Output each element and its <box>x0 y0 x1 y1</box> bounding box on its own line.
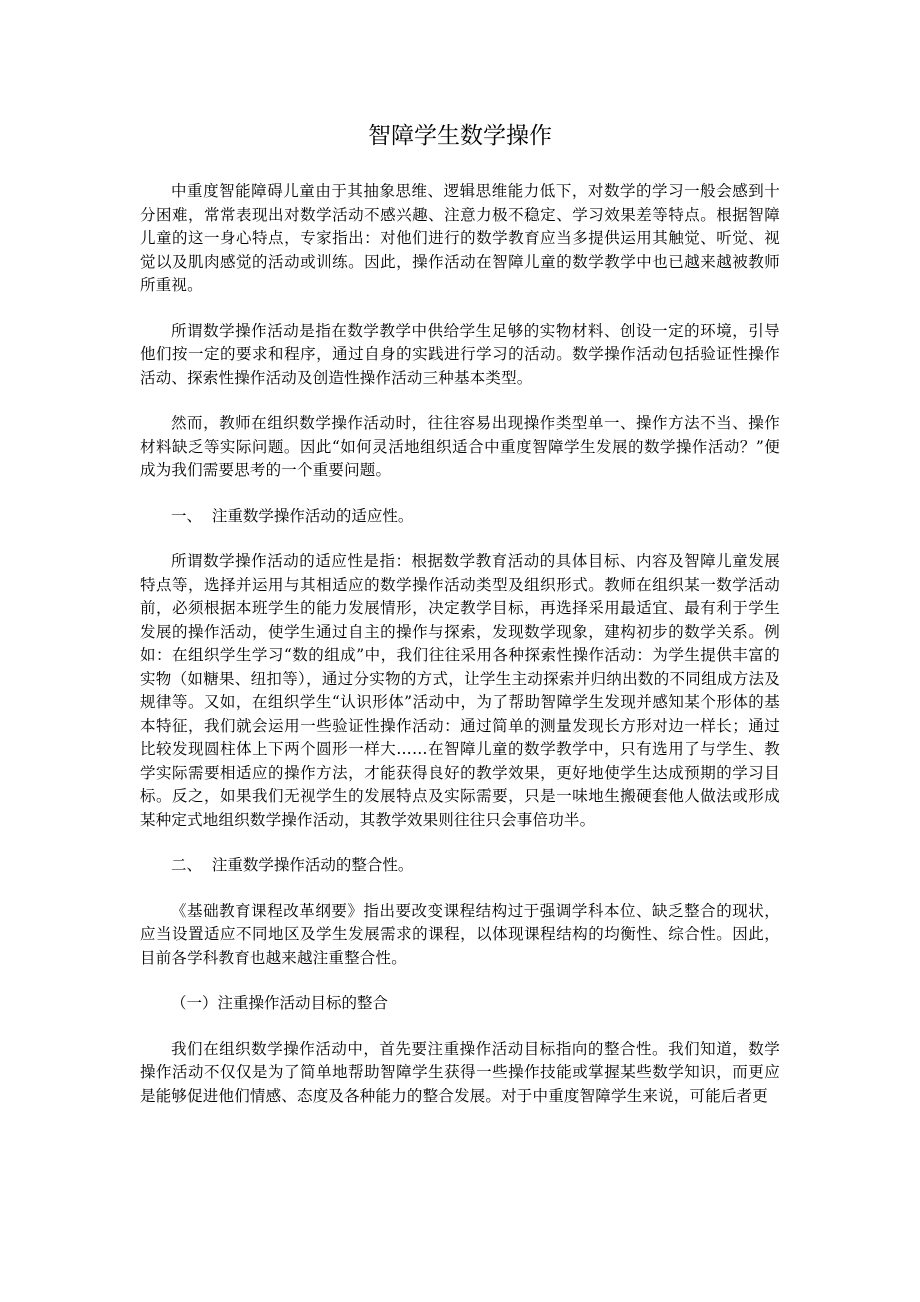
paragraph-5: 《基础教育课程改革纲要》指出要改变课程结构过于强调学科本位、缺乏整合的现状，应当设置适应不同地区及学生发展需求的课程，以体现课程结构的均衡性、综合性。因此，目前各学科教育也越来越注重整合性。 <box>140 901 780 967</box>
subsection-heading-1: （一）注重操作活动目标的整合 <box>171 994 389 1012</box>
paragraph-1: 中重度智能障碍儿童由于其抽象思维、逻辑思维能力低下，对数学的学习一般会感到十分困难，常常表现出对数学活动不感兴趣、注意力极不稳定、学习效果差等特点。根据智障儿童的这一身心特点，专家指出：对他们进行的数学教育应当多提供运用其触觉、听觉、视觉以及肌肉感觉的活动或训练。因此，操作活动在智障儿童的数学教学中也已越来越被教师所重视。 <box>140 182 780 294</box>
page-title: 智障学生数学操作 <box>368 123 552 149</box>
section-heading-1: 一、 注重数学操作活动的适应性。 <box>171 506 414 525</box>
section-heading-2: 二、 注重数学操作活动的整合性。 <box>171 856 414 874</box>
paragraph-6: 我们在组织数学操作活动中，首先要注重操作活动目标指向的整合性。我们知道，数学操作活动不仅仅是为了简单地帮助智障学生获得一些操作技能或掌握某些数学知识，而更应是能够促进他们情感、态度及各种能力的整合发展。对于中重度智障学生来说，可能后者更 <box>140 1039 780 1105</box>
paragraph-4: 所谓数学操作活动的适应性是指：根据数学教育活动的具体目标、内容及智障儿童发展特点等，选择并运用与其相适应的数学操作活动类型及组织形式。教师在组织某一数学活动前，必须根据本班学生的能力发展情形，决定教学目标，再选择采用最适宜、最有利于学生发展的操作活动，使学生通过自主的操作与探索，发现数学现象，建构初步的数学关系。例如：在组织学生学习“数的组成”中，我们往往采用各种探索性操作活动：为学生提供丰富的实物（如糖果、纽扣等），通过分实物的方式，让学生主动探索并归纳出数的不同组成方法及规律等。又如，在组织学生“认识形体”活动中，为了帮助智障学生发现并感知某个形体的基本特征，我们就会运用一些验证性操作活动：通过简单的测量发现长方形对边一样长；通过比较发现圆柱体上下两个圆形一样大……在智障儿童的数学教学中，只有选用了与学生、教学实际需要相适应的操作方法，才能获得良好的教学效果，更好地使学生达成预期的学习目标。反之，如果我们无视学生的发展特点及实际需要，只是一味地生搬硬套他人做法或形成某种定式地组织数学操作活动，其教学效果则往往只会事倍功半。 <box>140 552 780 829</box>
paragraph-3: 然而，教师在组织数学操作活动时，往往容易出现操作类型单一、操作方法不当、操作材料缺乏等实际问题。因此“如何灵活地组织适合中重度智障学生发展的数学操作活动？”便成为我们需要思考的一个重要问题。 <box>140 414 780 479</box>
paragraph-2: 所谓数学操作活动是指在数学教学中供给学生足够的实物材料、创设一定的环境，引导他们按一定的要求和程序，通过自身的实践进行学习的活动。数学操作活动包括验证性操作活动、探索性操作活动及创造性操作活动三种基本类型。 <box>140 321 780 387</box>
document-body <box>140 180 780 1130</box>
